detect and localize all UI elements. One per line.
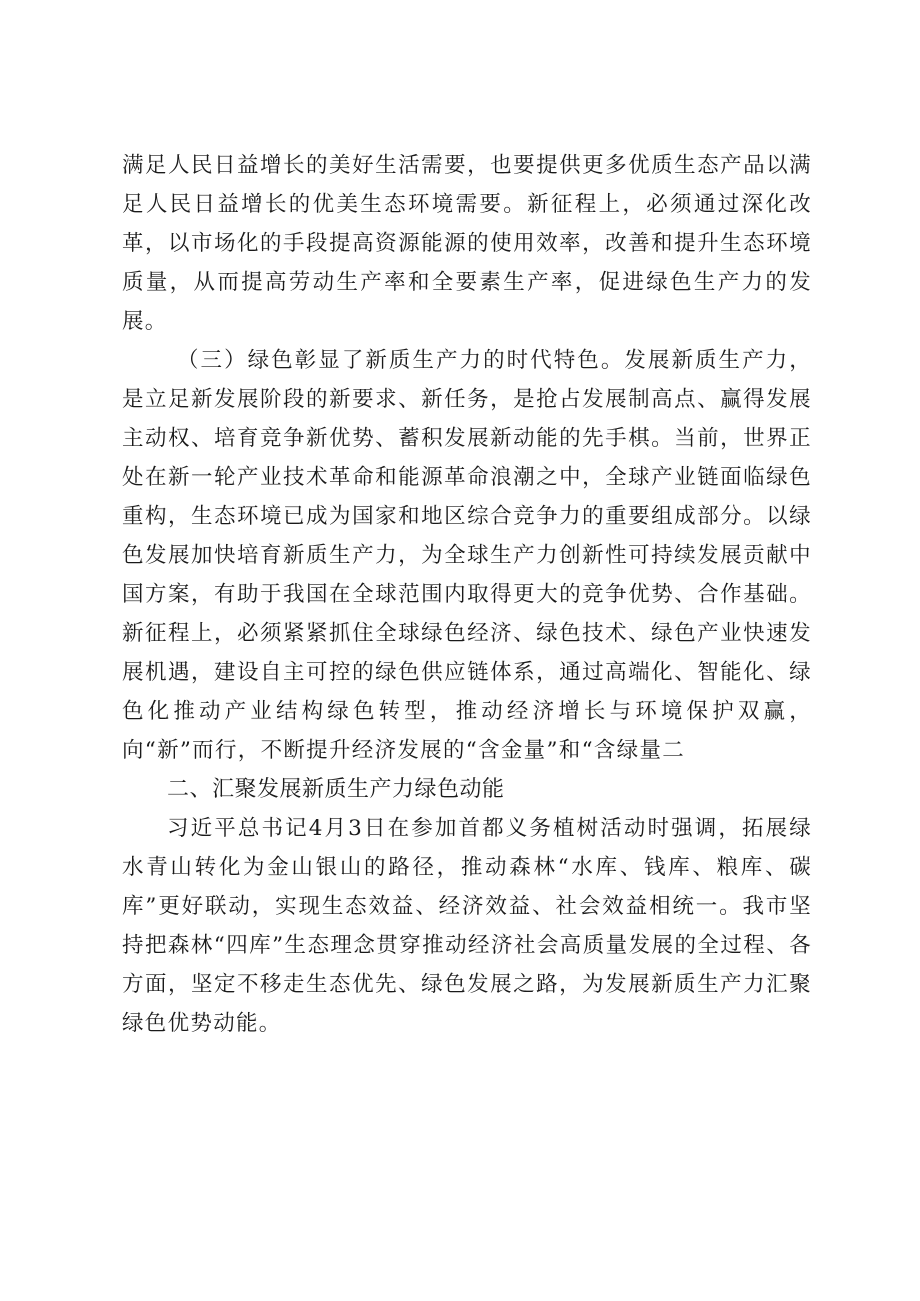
section-heading: 二、汇聚发展新质生产力绿色动能	[167, 777, 505, 802]
paragraph-continued: 满足人民日益增长的美好生活需要，也要提供更多优质生态产品以满足人民日益增长的优美生态环境需要。新征程上，必须通过深化改革，以市场化的手段提高资源能源的使用效率，改善和提升生态环境质量，从而提高劳动生产率和全要素生产率，促进绿色生产力的发展。	[122, 153, 812, 334]
paragraph-section-two-body: 习近平总书记4月3日在参加首都义务植树活动时强调，拓展绿水青山转化为金山银山的路径，推动森林“水库、钱库、粮库、碳库”更好联动，实现生态效益、经济效益、社会效益相统一。我市坚持把森林“四库”生态理念贯穿推动经济社会高质量发展的全过程、各方面，坚定不移走生态优先、绿色发展之路，为发展新质生产力汇聚绿色优势动能。	[122, 816, 812, 1036]
paragraph-section-three: （三）绿色彰显了新质生产力的时代特色。发展新质生产力，是立足新发展阶段的新要求、新任务，是抢占发展制高点、赢得发展主动权、培育竞争新优势、蓄积发展新动能的先手棋。当前，世界正处在新一轮产业技术革命和能源革命浪潮之中，全球产业链面临绿色重构，生态环境已成为国家和地区综合竞争力的重要组成部分。以绿色发展加快培育新质生产力，为全球生产力创新性可持续发展贡献中国方案，有助于我国在全球范围内取得更大的竞争优势、合作基础。新征程上，必须紧紧抓住全球绿色经济、绿色技术、绿色产业快速发展机遇，建设自主可控的绿色供应链体系，通过高端化、智能化、绿色化推动产业结构绿色转型，推动经济增长与环境保护双赢，向“新”而行，不断提升经济发展的“含金量”和“含绿量二	[122, 348, 812, 763]
document-body	[122, 146, 812, 1043]
